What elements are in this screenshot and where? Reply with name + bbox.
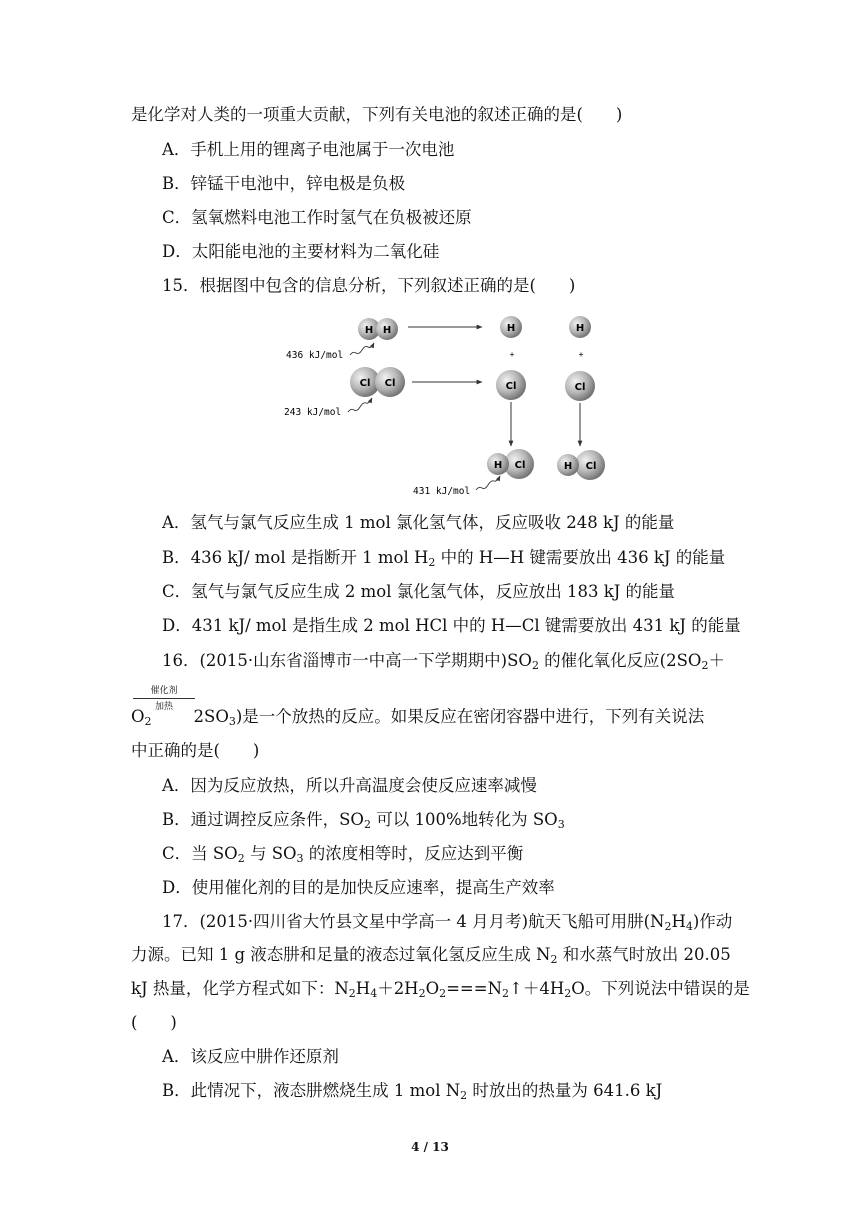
q16-stem-line3: 中正确的是( ) [131, 741, 260, 760]
hcl-molecule [557, 450, 605, 480]
cl-atom [565, 371, 595, 401]
catalyst-label: 催化剂 [150, 686, 178, 696]
cl-atom [496, 370, 526, 400]
plus-sign: + [578, 350, 584, 359]
atom-label: H [506, 323, 516, 334]
q14-option-b: B．锌锰干电池中，锌电极是负极 [162, 174, 406, 193]
q14-stem: 是化学对人类的一项重大贡献，下列有关电池的叙述正确的是( ) [131, 105, 623, 124]
wavy-arrow [350, 343, 374, 355]
q15-option-d: D．431 kJ/ mol 是指生成 2 mol HCl 中的 H—Cl 键需要放出 431 kJ 的能量 [162, 616, 741, 635]
q14-option-c: C．氢氧燃料电池工作时氢气在负极被还原 [162, 208, 472, 227]
h2-molecule [358, 318, 398, 340]
q16-option-a: A．因为反应放热，所以升高温度会使反应速率减慢 [162, 776, 537, 795]
q17-stem-line2: 力源。已知 1 g 液态肼和足量的液态过氧化氢反应生成 $N_2$ 和水蒸气时放出 20.05 [131, 945, 731, 966]
q17-option-a: A．该反应中肼作还原剂 [162, 1047, 339, 1066]
q16-option-b: B．通过调控反应条件，$SO_2$ 可以 100%地转化为 $SO_3$ [162, 810, 565, 831]
q16-stem-line2: $O_2$ $2SO_3$)是一个放热的反应。如果反应在密闭容器中进行，下列有关说法 [131, 707, 705, 728]
page-number: 4 / 13 [411, 1140, 449, 1154]
q17-option-b: B．此情况下，液态肼燃烧生成 1 mol $N_2$ 时放出的热量为 641.6 kJ [162, 1081, 663, 1102]
atom-label: Cl [514, 460, 526, 471]
q17-stem-line1: 17．(2015·四川省大竹县文星中学高一 4 月月考)航天飞船可用肼$(N_2H_4)$作动 [162, 912, 733, 933]
atom-label: H [364, 325, 374, 336]
energy-hh-label: 436 kJ/mol [286, 350, 344, 361]
q15-option-a: A．氢气与氯气反应生成 1 mol 氯化氢气体，反应吸收 248 kJ 的能量 [162, 513, 675, 532]
q14-option-d: D．太阳能电池的主要材料为二氧化硅 [162, 242, 440, 261]
energy-hcl-label: 431 kJ/mol [413, 486, 471, 497]
atom-label: Cl [585, 461, 597, 472]
h-atom [500, 316, 522, 338]
wavy-arrow [348, 398, 372, 412]
atom-label: H [382, 325, 392, 336]
q15-option-b: B．436 kJ/ mol 是指断开 1 mol $H_2$ 中的 H—H 键需要放出 436 kJ 的能量 [162, 548, 726, 569]
atom-label: H [575, 323, 585, 334]
q17-stem-line4: ( ) [131, 1013, 177, 1032]
q14-option-a: A．手机上用的锂离子电池属于一次电池 [162, 140, 455, 159]
heat-label: 加热 [154, 702, 173, 712]
hcl-molecule [487, 449, 534, 479]
atom-label: H [493, 460, 503, 471]
bond-energy-diagram [280, 308, 620, 500]
atom-label: Cl [574, 382, 586, 393]
q16-option-c: C．当 $SO_2$ 与 $SO_3$ 的浓度相等时，反应达到平衡 [162, 844, 524, 865]
atom-label: Cl [359, 378, 371, 389]
wavy-arrow [476, 476, 500, 490]
atom-label: Cl [505, 381, 517, 392]
cl2-molecule [350, 367, 405, 397]
energy-clcl-label: 243 kJ/mol [284, 407, 342, 418]
q15-stem: 15．根据图中包含的信息分析，下列叙述正确的是( ) [162, 276, 576, 295]
atom-label: H [563, 461, 573, 472]
plus-sign: + [509, 350, 515, 359]
q17-stem-line3: kJ 热量，化学方程式如下：$N_2H_4+2H_2O_2===N_2↑+4H_2O$。下列说法中错误的是 [131, 979, 750, 1000]
q16-option-d: D．使用催化剂的目的是加快反应速率，提高生产效率 [162, 878, 555, 897]
h-atom [569, 316, 591, 338]
q15-option-c: C．氢气与氯气反应生成 2 mol 氯化氢气体，反应放出 183 kJ 的能量 [162, 582, 676, 601]
q16-stem-line1: 16．(2015·山东省淄博市一中高一下学期期中)$SO_2$ 的催化氧化反应($2SO_2+$ [162, 651, 725, 672]
atom-label: Cl [384, 378, 396, 389]
